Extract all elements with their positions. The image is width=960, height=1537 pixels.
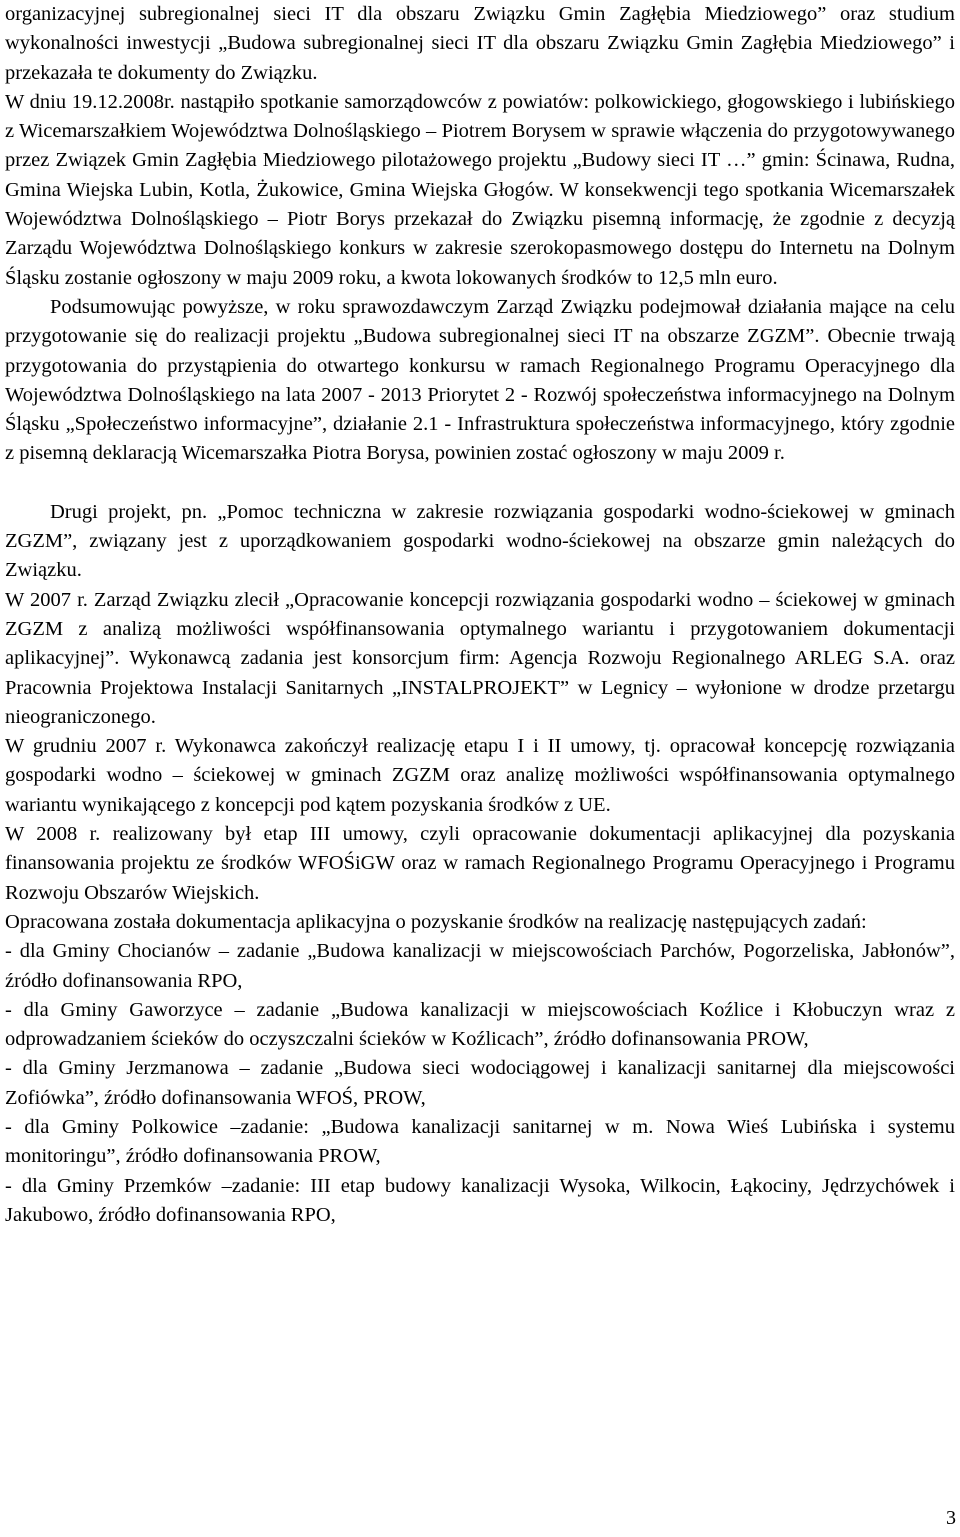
list-item-przemkow: - dla Gminy Przemków –zadanie: III etap budowy kanalizacji Wysoka, Wilkocin, Łąkociny, Jędrzychówek i Jakubowo, źródło dofinansowania RPO, (5, 1174, 955, 1226)
list-item-polkowice: - dla Gminy Polkowice –zadanie: „Budowa kanalizacji sanitarnej w m. Nowa Wieś Lubińska i systemu monitoringu”, źródło dofinansowania PROW, (5, 1115, 955, 1168)
page-number: 3 (946, 1507, 956, 1529)
paragraph-application-docs: Opracowana została dokumentacja aplikacyjna o pozyskanie środków na realizację następujących zadań: (5, 910, 867, 933)
list-item-jerzmanowa: - dla Gminy Jerzmanowa – zadanie „Budowa sieci wodociągowej i kanalizacji sanitarnej dla miejscowości Zofiówka”, źródło dofinansowania WFOŚ, PROW, (5, 1057, 955, 1109)
paragraph-2008-stage-three: W 2008 r. realizowany był etap III umowy, czyli opracowanie dokumentacji aplikacyjnej dla pozyskania finansowania projektu ze środków WFOŚiGW oraz w ramach Regionalnego Programu Operacyjnego i Programu Rozwoju Obszarów Wiejskich. (5, 823, 955, 904)
paragraph-summary: Podsumowując powyższe, w roku sprawozdawczym Zarząd Związku podejmował działania mające na celu przygotowanie się do realizacji projektu „Budowa subregionalnej sieci IT na obszarze ZGZM”. Obecnie trwają przygotowania do przystąpienia do otwartego konkursu w ramach Regionalnego Programu Operacyjnego dla Województwa Dolnośląskiego na lata 2007 - 2013 Priorytet 2 - Rozwój społeczeństwa informacyjnego na Dolnym Śląsku „Społeczeństwo informacyjne”, działanie 2.1 - Infrastruktura społeczeństwa informacyjnego, który zgodnie z pisemną deklaracją Wicemarszałka Piotra Borysa, powinien zostać ogłoszony w maju 2009 r. (5, 295, 955, 465)
paragraph-second-project: Drugi projekt, pn. „Pomoc techniczna w zakresie rozwiązania gospodarki wodno-ściekowej w gminach ZGZM”, związany jest z uporządkowaniem gospodarki wodno-ściekowej na obszarze gmin należących do Związku. (5, 500, 955, 582)
document-page (5, 0, 955, 1230)
list-item-gaworzyce: - dla Gminy Gaworzyce – zadanie „Budowa kanalizacji w miejscowościach Koźlice i Kłobuczyn wraz z odprowadzaniem ścieków do oczyszczalni ścieków w Koźlicach”, źródło dofinansowania PROW, (5, 998, 955, 1051)
paragraph-meeting-19-12-2008: W dniu 19.12.2008r. nastąpiło spotkanie samorządowców z powiatów: polkowickiego, głogowskiego i lubińskiego z Wicemarszałkiem Województwa Dolnośląskiego – Piotrem Borysem w sprawie włączenia do przygotowywanego przez Związek Gmin Zagłębia Miedziowego pilotażowego projektu „Budowy sieci IT …” gmin: Ścinawa, Rudna, Gmina Wiejska Lubin, Kotla, Żukowice, Gmina Wiejska Głogów. W konsekwencji tego spotkania Wicemarszałek Województwa Dolnośląskiego – Piotr Borys przekazał do Związku pisemną informację, że zgodnie z decyzją Zarządu Województwa Dolnośląskiego konkurs w zakresie szerokopasmowego dostępu do Internetu na Dolnym Śląsku zostanie ogłoszony w maju 2009 roku, a kwota lokowanych środków to 12,5 mln euro. (5, 90, 955, 289)
paragraph-it-network-continuation: organizacyjnej subregionalnej sieci IT dla obszaru Związku Gmin Zagłębia Miedziowego” oraz studium wykonalności inwestycji „Budowa subregionalnej sieci IT dla obszaru Związku Gmin Zagłębia Miedziowego” i przekazała te dokumenty do Związku. (5, 3, 955, 84)
list-item-chocianow: - dla Gminy Chocianów – zadanie „Budowa kanalizacji w miejscowościach Parchów, Pogorzeliska, Jabłonów”, źródło dofinansowania RPO, (5, 940, 955, 992)
paragraph-december-2007: W grudniu 2007 r. Wykonawca zakończył realizację etapu I i II umowy, tj. opracował koncepcję rozwiązania gospodarki wodno – ściekowej w gminach ZGZM oraz analizę możliwości współfinansowania optymalnego wariantu wynikającego z koncepcji pod kątem pozyskania środków z UE. (5, 735, 955, 816)
paragraph-2007-contract: W 2007 r. Zarząd Związku zlecił „Opracowanie koncepcji rozwiązania gospodarki wodno – ściekowej w gminach ZGZM z analizą możliwości współfinansowania optymalnego wariantu i przygotowaniem dokumentacji aplikacyjnej”. Wykonawcą zadania jest konsorcjum firm: Agencja Rozwoju Regionalnego ARLEG S.A. oraz Pracownia Projektowa Instalacji Sanitarnych „INSTALPROJEKT” w Legnicy – wyłonione w drodze przetargu nieograniczonego. (5, 588, 955, 728)
